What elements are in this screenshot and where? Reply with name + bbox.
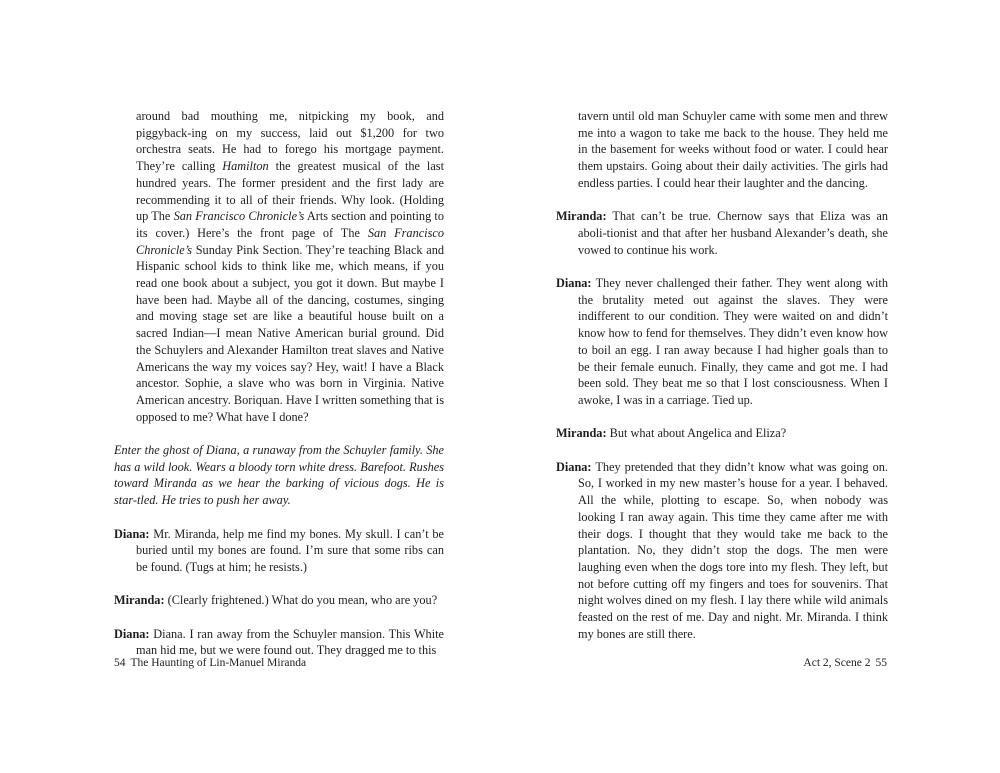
- dialogue-diana-4: Diana: They pretended that they didn’t know what was going on. So, I worked in my new master’s house for a year. I behaved. All the while, plotting to escape. So, when nobody was looking I ran away again. This time they came after me with their dogs. I thought that they would take me back to the plantation. No, they didn’t stop the dogs. The men were laughing even when the dogs tore into my flesh. They left, but not before cutting off my fingers and toes for souvenirs. That night wolves dined on my flesh. I lay there while wild animals feasted on the rest of me. Day and night. Mr. Miranda. I think my bones are still there.: [556, 459, 888, 641]
- page-number: 54: [114, 657, 126, 669]
- dialogue-diana-2: Diana: Diana. I ran away from the Schuyler mansion. This White man hid me, but we were found out. They dragged me to this: [114, 626, 444, 658]
- running-title: The Haunting of Lin-Manuel Miranda: [130, 657, 307, 669]
- right-page-footer: [803, 657, 887, 669]
- speaker-name: Miranda:: [556, 426, 607, 441]
- title-sf-chronicle: San Francisco Chronicle’s: [173, 209, 305, 224]
- stage-direction: Enter the ghost of Diana, a runaway from the Schuyler family. She has a wild look. Wears a bloody torn white dress. Barefoot. Rushes toward Miranda as we hear the barking of vicious dogs. He is star-tled. He tries to push her away.: [114, 443, 444, 508]
- speaker-name: Diana:: [114, 526, 150, 541]
- left-page: [114, 108, 444, 659]
- dialogue-miranda-2: Miranda: That can’t be true. Chernow says that Eliza was an aboli-tionist and that after her husband Alexander’s death, she vowed to continue his work.: [556, 209, 888, 257]
- running-section: Act 2, Scene 2: [803, 657, 871, 669]
- page-number: 55: [875, 657, 887, 669]
- speaker-name: Diana:: [556, 276, 592, 290]
- dialogue-miranda-3: Miranda: But what about Angelica and Eliza?: [556, 426, 787, 441]
- monologue-continuation: around bad mouthing me, nitpicking my book, and piggyback-ing on my success, laid out $1,200 for two orchestra seats. He had to forego his mortgage payment. They’re calling Hamilton the greatest musical of the last hundred years. The former president and the first lady are recommending it to all of their friends. Why look. (Holding up The San Francisco Chronicle’s Arts section and pointing to its cover.) Here’s the front page of The San Francisco Chronicle’s Sunday Pink Section. They’re teaching Black and Hispanic school kids to think like me, which means, if you read one book about a subject, you got it down. But maybe I have been had. Maybe all of the dancing, costumes, singing and moving stage set are like a beautiful house built on a sacred Indian—I mean Native American burial ground. Did the Schuylers and Alexander Hamilton treat slaves and Native Americans the way my voices say? Hey, wait! I have a Black ancestor. Sophie, a slave who was born in Virginia. Native American ancestry. Boriquan. Have I written something that is opposed to me? What have I done?: [136, 109, 444, 424]
- right-page: [556, 108, 888, 642]
- dialogue-continuation: tavern until old man Schuyler came with some men and threw me into a wagon to take me back to the house. They held me in the basement for weeks without food or water. I could hear them upstairs. Going about their daily activities. The girls had endless parties. I could hear their laughter and the dancing.: [578, 109, 888, 190]
- speaker-name: Miranda:: [556, 209, 607, 224]
- speaker-name: Diana:: [556, 459, 592, 474]
- dialogue-diana-3: Diana: They never challenged their father. They went along with the brutality meted out against the slaves. They were indifferent to our condition. They were waited on and didn’t know how to fend for themselves. They didn’t even know how to boil an egg. I ran away because I had higher goals than to be their female eunuch. Finally, they came and got me. I had been sold. They beat me so that I lost consciousness. When I awoke, I was in a carriage. Tied up.: [556, 276, 888, 407]
- speaker-name: Diana:: [114, 626, 150, 641]
- speaker-name: Miranda:: [114, 593, 165, 608]
- dialogue-miranda-1: Miranda: (Clearly frightened.) What do you mean, who are you?: [114, 593, 438, 608]
- dialogue-diana-1: Diana: Mr. Miranda, help me find my bones. My skull. I can’t be buried until my bones are found. I’m sure that some ribs can be found. (Tugs at him; he resists.): [114, 526, 444, 574]
- title-sf-chronicle-2: San Francisco Chronicle’s: [136, 225, 444, 257]
- title-hamilton: Hamilton: [222, 159, 269, 174]
- left-page-footer: [114, 657, 306, 669]
